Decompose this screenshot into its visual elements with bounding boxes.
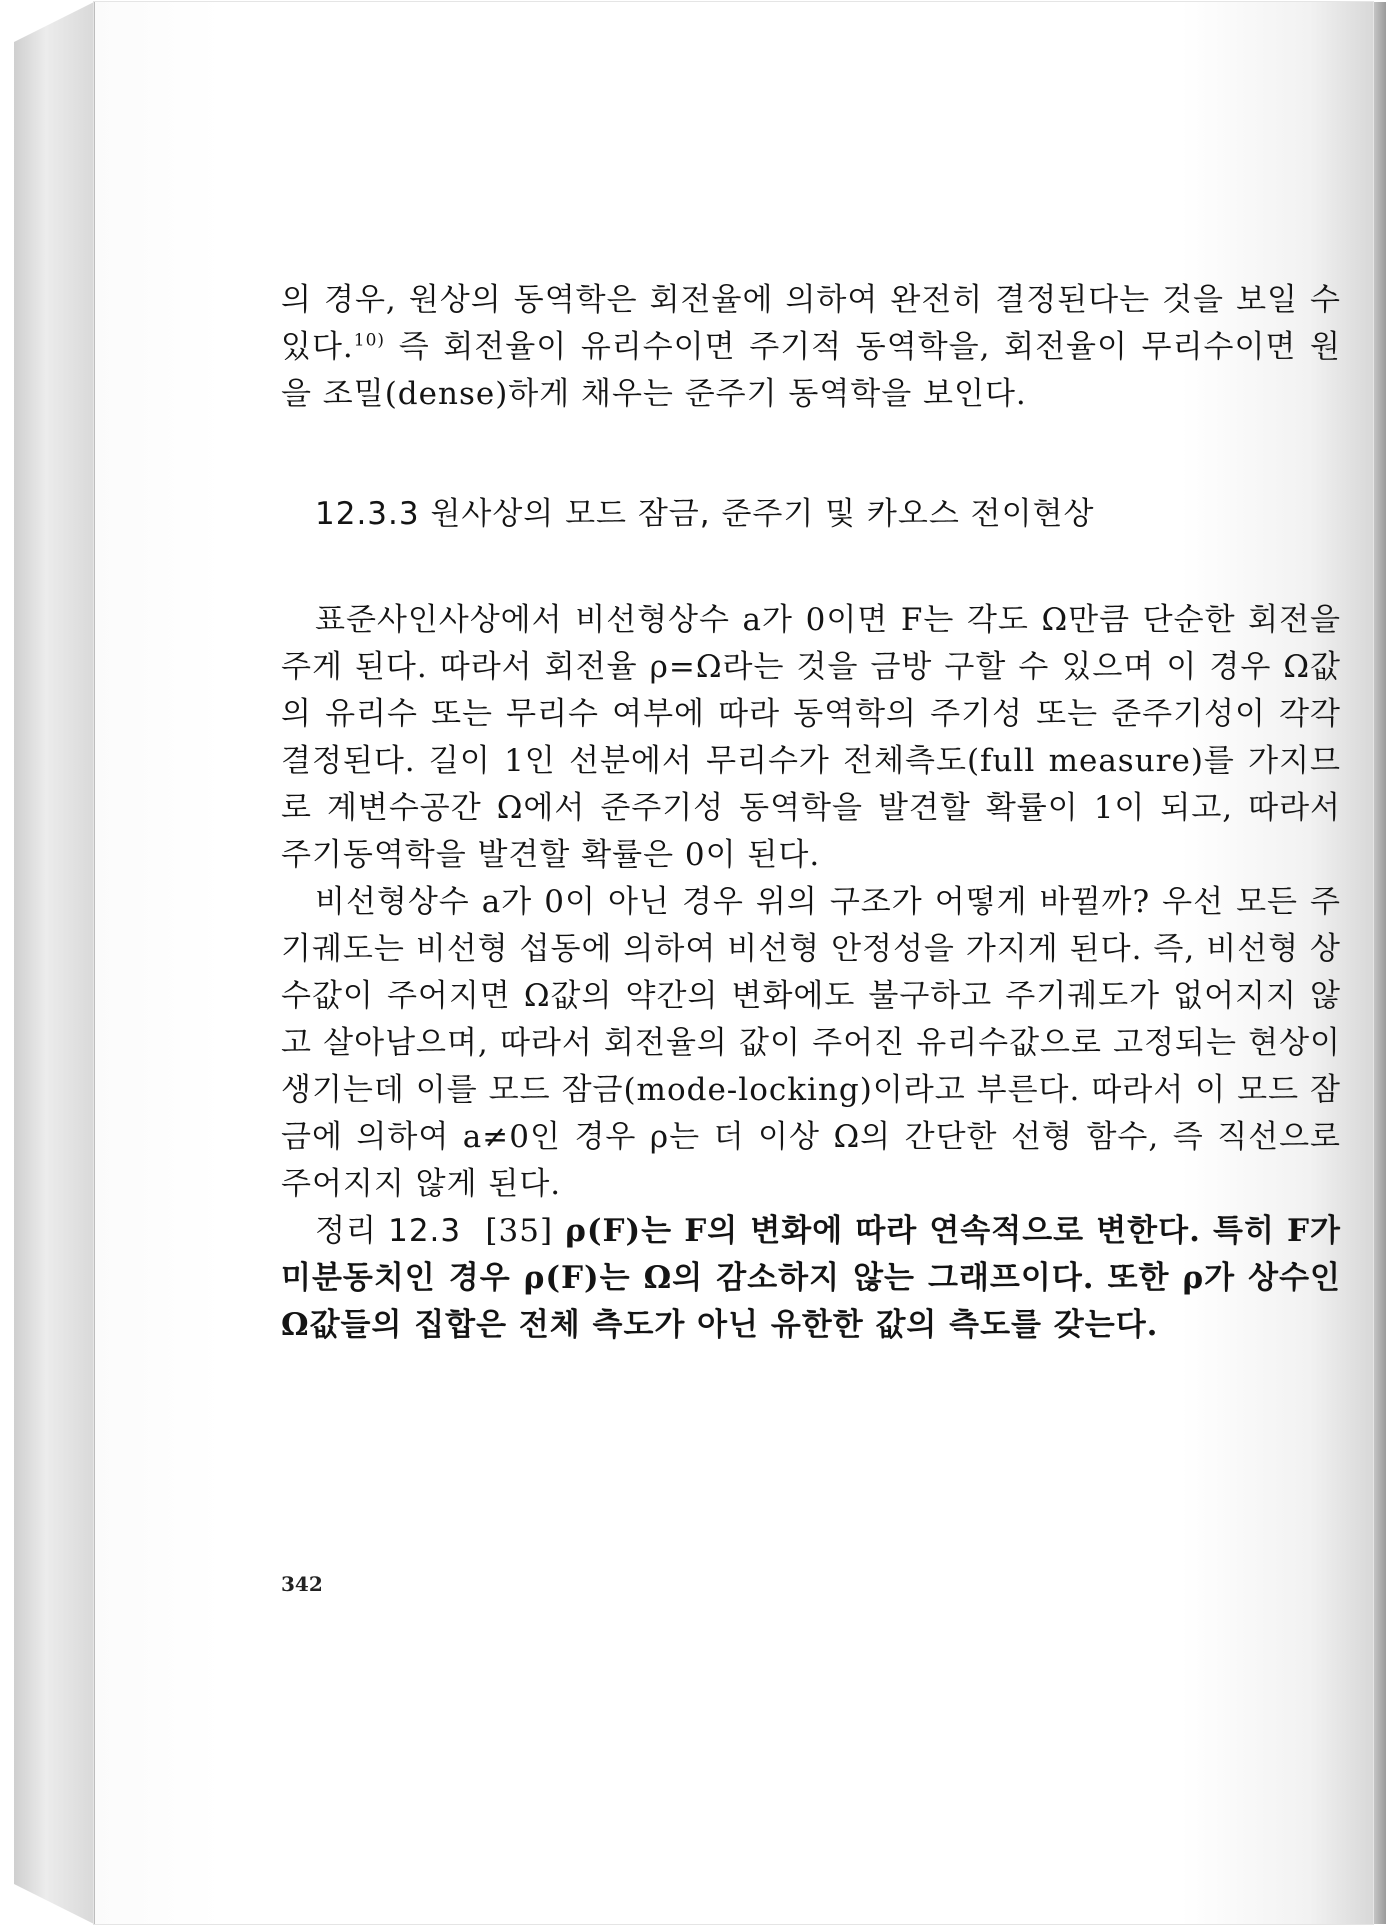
footnote-ref: 10) [353,330,386,351]
page-content [281,277,1341,1349]
book-side-spine [14,2,94,1924]
body-paragraph-2: 비선형상수 a가 0이 아닌 경우 위의 구조가 어떻게 바뀔까? 우선 모든 주기궤도는 비선형 섭동에 의하여 비선형 안정성을 가지게 된다. 즉, 비선형 상수값이 주어지면 Ω값의 약간의 변화에도 불구하고 주기궤도가 없어지지 않고 살아남으며, 따라서 회전율의 값이 주어진 유리수값으로 고정되는 현상이 생기는데 이를 모드 잠금(mode-locking)이라고 부른다. 따라서 이 모드 잠금에 의하여 a≠0인 경우 ρ는 더 이상 Ω의 간단한 선형 함수, 즉 직선으로 주어지지 않게 된다. [281,884,1341,1202]
section-heading: 12.3.3 원사상의 모드 잠금, 준주기 및 카오스 전이현상 [315,496,1095,532]
theorem-citation: [35] [485,1213,554,1249]
opening-paragraph-text: 의 경우, 원상의 동역학은 회전율에 의하여 완전히 결정된다는 것을 보일 수 있다. [281,282,1341,365]
theorem-block [281,1208,1341,1349]
opening-paragraph-cont: 즉 회전율이 유리수이면 주기적 동역학을, 회전율이 무리수이면 원을 조밀(dense)하게 채우는 준주기 동역학을 보인다. [281,329,1341,412]
page-number: 342 [281,1572,323,1596]
body-paragraph-1: 표준사인사상에서 비선형상수 a가 0이면 F는 각도 Ω만큼 단순한 회전을 주게 된다. 따라서 회전율 ρ=Ω라는 것을 금방 구할 수 있으며 이 경우 Ω값의 유리수 또는 무리수 여부에 따라 동역학의 주기성 또는 준주기성이 각각 결정된다. 길이 1인 선분에서 무리수가 전체측도(full measure)를 가지므로 계변수공간 Ω에서 준주기성 동역학을 발견할 확률이 1이 되고, 따라서 주기동역학을 발견할 확률은 0이 된다. [281,602,1341,873]
theorem-text: ρ(F)는 F의 변화에 따라 연속적으로 변한다. 특히 F가 미분동치인 경우 ρ(F)는 Ω의 감소하지 않는 그래프이다. 또한 ρ가 상수인 Ω값들의 집합은 전체 측도가 아닌 유한한 값의 측도를 갖는다. [281,1213,1341,1343]
theorem-label: 정리 12.3 [315,1213,462,1249]
book-page [94,2,1373,1924]
opening-paragraph [281,277,1341,418]
